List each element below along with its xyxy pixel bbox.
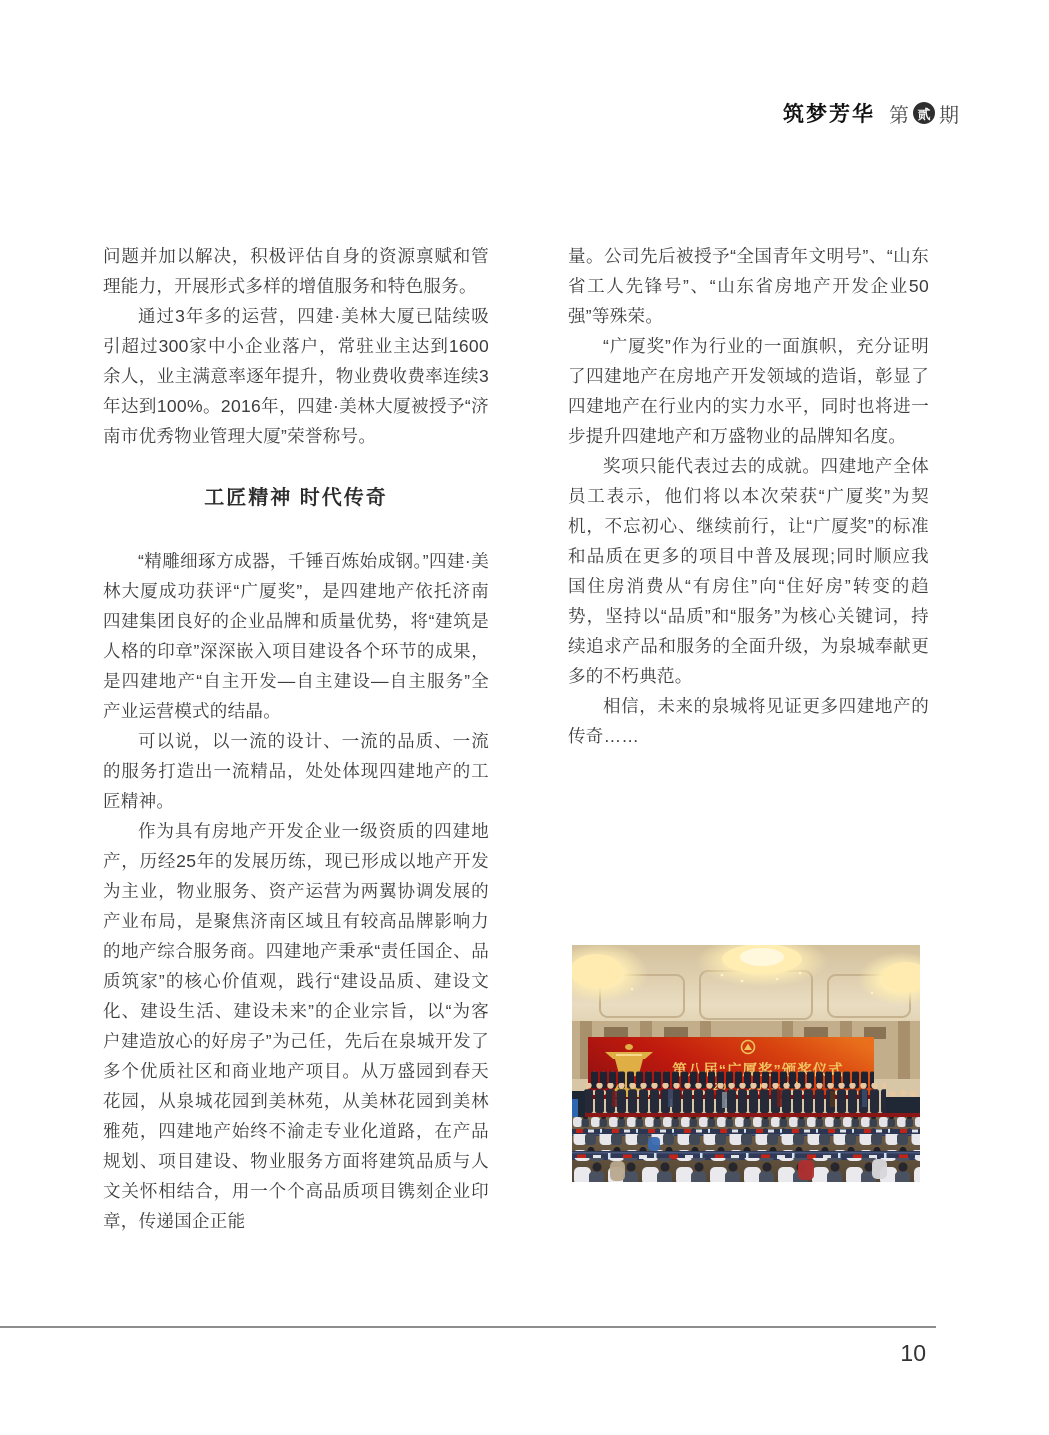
paragraph: 可以说，以一流的设计、一流的品质、一流的服务打造出一流精品，处处体现四建地产的工匠精神。 bbox=[103, 731, 489, 811]
page-number: 10 bbox=[900, 1340, 926, 1366]
paragraph: 通过3年多的运营，四建·美林大厦已陆续吸引超过300家中小企业落户，常驻业主达到1600余人，业主满意率逐年提升，物业费收费率连续3年达到100%。2016年，四建·美林大厦被授予“济南市优秀物业管理大厦”荣誉称号。 bbox=[103, 306, 489, 446]
page-header bbox=[783, 99, 959, 127]
section-heading: 工匠精神 时代传奇 bbox=[204, 487, 388, 509]
paragraph: 作为具有房地产开发企业一级资质的四建地产，历经25年的发展历练，现已形成以地产开发为主业，物业服务、资产运营为两翼协调发展的产业布局，是聚焦济南区域且有较高品牌影响力的地产综合服务商。四建地产秉承“责任国企、品质筑家”的核心价值观，践行“建设品质、建设文化、建设生活、建设未来”的企业宗旨，以“为客户建造放心的好房子”为己任，先后在泉城开发了多个优质社区和商业地产项目。从万盛园到春天花园，从泉城花园到美林苑，从美林花园到美林雅苑，四建地产始终不渝走专业化道路，在产品规划、项目建设、物业服务方面将建筑品质与人文关怀相结合，用一个个高品质项目镌刻企业印章，传递国企正能 bbox=[103, 821, 489, 1231]
paragraph: 奖项只能代表过去的成就。四建地产全体员工表示，他们将以本次荣获“广厦奖”为契机，不忘初心、继续前行，让“广厦奖”的标准和品质在更多的项目中普及展现;同时顺应我国住房消费从“有房住”向“住好房”转变的趋势，坚持以“品质”和“服务”为核心关键词，持续追求产品和服务的全面升级，为泉城奉献更多的不朽典范。 bbox=[568, 456, 929, 686]
paragraph: 相信，未来的泉城将见证更多四建地产的传奇…… bbox=[568, 696, 929, 746]
footer-rule bbox=[0, 1326, 936, 1328]
left-column bbox=[103, 241, 489, 1236]
issue-suffix: 期 bbox=[939, 104, 959, 127]
issue-prefix: 第 bbox=[889, 104, 909, 127]
issue-label bbox=[889, 99, 959, 128]
magazine-title: 筑梦芳华 bbox=[783, 103, 875, 126]
paragraph: 问题并加以解决，积极评估自身的资源禀赋和管理能力，开展形式多样的增值服务和特色服务。 bbox=[103, 246, 489, 296]
ceremony-photo-illustration bbox=[572, 945, 920, 1182]
right-column bbox=[568, 241, 929, 751]
audience-area bbox=[572, 1117, 920, 1182]
ceremony-photo bbox=[572, 945, 920, 1182]
paragraph: 量。公司先后被授予“全国青年文明号”、“山东省工人先锋号”、“山东省房地产开发企业50强”等殊荣。 bbox=[568, 246, 929, 326]
issue-number-badge: 贰 bbox=[913, 102, 935, 124]
stage-group bbox=[572, 1071, 920, 1121]
paragraph: “广厦奖”作为行业的一面旗帜，充分证明了四建地产在房地产开发领域的造诣，彰显了四建地产在行业内的实力水平，同时也将进一步提升四建地产和万盛物业的品牌知名度。 bbox=[568, 336, 929, 446]
paragraph: “精雕细琢方成器，千锤百炼始成钢。”四建·美林大厦成功获评“广厦奖”，是四建地产依托济南四建集团良好的企业品牌和质量优势，将“建筑是人格的印章”深深嵌入项目建设各个环节的成果，是四建地产“自主开发—自主建设—自主服务”全产业运营模式的结晶。 bbox=[103, 551, 489, 721]
